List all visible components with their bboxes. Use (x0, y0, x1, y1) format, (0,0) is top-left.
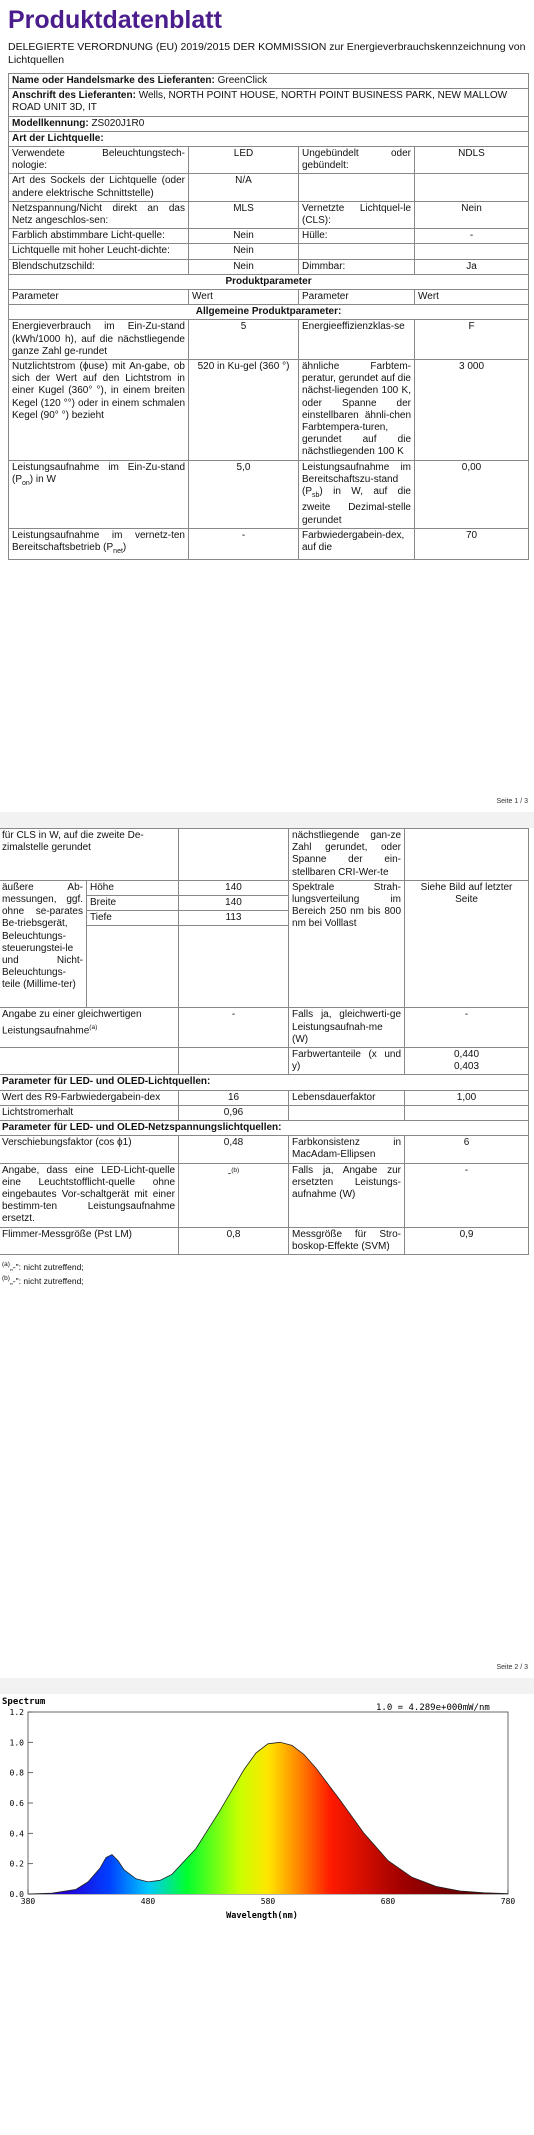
glare-value: Nein (189, 259, 299, 274)
cct-value: 3 000 (415, 360, 529, 461)
pnet-value: - (189, 528, 299, 559)
led-heading: Parameter für LED- und OLED-Lichtquellen: (0, 1075, 529, 1090)
brand-value: GreenClick (217, 75, 268, 86)
light-type-heading: Art der Lichtquelle: (9, 131, 529, 146)
y-tick-label: 0.8 (9, 1768, 24, 1778)
socket-value: N/A (189, 174, 299, 201)
maint-value: 0,96 (179, 1105, 289, 1120)
spectrum-area (28, 1742, 508, 1894)
x-tick-label: 780 (500, 1897, 516, 1906)
depth-value: 113 (179, 911, 289, 926)
params-heading: Produktparameter (9, 274, 529, 289)
brand-label: Name oder Handelsmarke des Lieferanten: (12, 75, 215, 86)
pf-label: Verschiebungsfaktor (cos ϕ1) (0, 1136, 179, 1163)
energy-row (9, 320, 529, 360)
cri-value: 70 (415, 528, 529, 559)
flicker-row (0, 1227, 529, 1254)
replace-value: -$^{(b)}$ (179, 1163, 289, 1227)
tunable-row (9, 229, 529, 244)
y-tick-label: 0.2 (9, 1859, 24, 1869)
replace-label: Angabe, dass eine LED-Licht-quelle eine Leuchtstofflicht-quelle ohne eingebautes Vor-schaltgerät mit einer bestimm-ten Leistungsaufnahme ersetzt. (0, 1163, 179, 1227)
equiv-value: - (179, 1008, 289, 1048)
footnotes (2, 1259, 534, 1287)
brand-row (9, 74, 529, 89)
maint-row (0, 1105, 529, 1120)
glare-row (9, 259, 529, 274)
col-param-1: Parameter (9, 290, 189, 305)
y-tick-label: 1.0 (9, 1738, 24, 1748)
equiv-power-label: Falls ja, gleichwerti-ge Leistungsaufnah-me (W) (289, 1008, 405, 1048)
pnet-cont-row (0, 829, 529, 881)
r9-value: 16 (179, 1090, 289, 1105)
equiv-row (0, 1008, 529, 1048)
eclass-value: F (415, 320, 529, 360)
svm-label: Messgröße für Stro-boskop-Effekte (SVM) (289, 1227, 405, 1254)
replace-power-label: Falls ja, Angabe zur ersetzten Leistungs-aufnahme (W) (289, 1163, 405, 1227)
pnet-row (9, 528, 529, 559)
page-3 (0, 1694, 534, 2135)
col-value-2: Wert (415, 290, 529, 305)
page-number-1: Seite 1 / 3 (496, 798, 528, 805)
flux-value: 520 in Ku-gel (360 °) (189, 360, 299, 461)
energy-label: Energieverbrauch im Ein-Zu-stand (kWh/1000 h), auf die nächstliegende ganze Zahl ge-rundet (9, 320, 189, 360)
address-label: Anschrift des Lieferanten: (12, 90, 136, 102)
mains-label: Netzspannung/Nicht direkt an das Netz angeschlos-sen: (9, 201, 189, 228)
flux-label: Nutzlichtstrom (ϕuse) mit An-gabe, ob sich der Wert auf den Lichtstrom in einer Kugel (360° °), in einem breiten Kegel (120 °°) oder in einem schmalen Kegel (90° °) bezieht (9, 360, 189, 461)
general-heading: Allgemeine Produktparameter: (9, 305, 529, 320)
height-row (0, 880, 529, 895)
y-tick-label: 0.0 (9, 1890, 24, 1899)
pnet-label: Leistungsaufnahme im vernetz-ten Bereitschaftsbetrieb $(P_{net})$ (9, 528, 189, 559)
col-value-1: Wert (189, 290, 299, 305)
x-tick-label: 380 (20, 1897, 36, 1906)
pf-row (0, 1136, 529, 1163)
r9-row (0, 1090, 529, 1105)
high-lum-row (9, 244, 529, 259)
unbundled-label: Ungebündelt oder gebündelt: (299, 147, 415, 174)
y-tick-label: 0.6 (9, 1799, 24, 1808)
page-number-2: Seite 2 / 3 (496, 1664, 528, 1671)
height-value: 140 (179, 880, 289, 895)
mains-value: MLS (189, 201, 299, 228)
unbundled-value: NDLS (415, 147, 529, 174)
pnet-label-cont: für CLS in W, auf die zweite De-zimalstelle gerundet (0, 829, 179, 881)
envelope-label: Hülle: (299, 229, 415, 244)
spectral-value: Siehe Bild auf letzter Seite (405, 880, 529, 1008)
regulation-text: DELEGIERTE VERORDNUNG (EU) 2019/2015 DER KOMMISSION zur Energieverbrauchskennzeichnung von Lichtquellen (8, 41, 526, 66)
pon-row (9, 460, 529, 528)
y-tick-label: 0.4 (9, 1829, 24, 1839)
equiv-label: Angabe zu einer gleichwertigen Leistungsaufnahme$^{(a)}$ (0, 1008, 179, 1048)
high-lum-value: Nein (189, 244, 299, 259)
pon-label: Leistungsaufnahme im Ein-Zu-stand $(P_{on})$ in W (9, 460, 189, 528)
life-value: 1,00 (405, 1090, 529, 1105)
spectral-label: Spektrale Strah-lungsverteilung im Bereich 250 nm bis 800 nm bei Volllast (289, 880, 405, 1008)
dims-label: äußere Ab-messungen, ggf. ohne se-parates Be-triebsgerät, Beleuchtungs-steuerungstei-le und Nicht-Beleuchtungs-teile (Millime-ter) (0, 880, 87, 1008)
chroma-label: Farbwertanteile (x und y) (289, 1048, 405, 1075)
scale-note: 1.0 = 4.289e+000mW/nm (376, 1703, 490, 1713)
envelope-value: - (415, 229, 529, 244)
maint-label: Lichtstromerhalt (0, 1105, 179, 1120)
tech-label: Verwendete Beleuchtungstech-nologie: (9, 147, 189, 174)
footnote-a: $^{(a)}$„-": nicht zutreffend; (2, 1261, 84, 1272)
tunable-label: Farblich abstimmbare Licht-quelle: (9, 229, 189, 244)
page-1 (0, 0, 534, 812)
general-heading-row (9, 305, 529, 320)
flicker-value: 0,8 (179, 1227, 289, 1254)
doc-title: Produktdatenblatt (8, 6, 222, 34)
depth-label: Tiefe (87, 911, 179, 926)
r9-label: Wert des R9-Farbwiedergabein-dex (0, 1090, 179, 1105)
col-param-2: Parameter (299, 290, 415, 305)
address-value: Wells, NORTH POINT HOUSE, NORTH POINT BUSINESS PARK, NEW MALLOW ROAD UNIT 3D, IT (12, 90, 508, 114)
spectrum-chart (0, 1694, 534, 1924)
height-label: Höhe (87, 880, 179, 895)
chroma-value (405, 1048, 529, 1075)
tunable-value: Nein (189, 229, 299, 244)
socket-label: Art des Sockels der Lichtquelle (oder andere elektrische Schnittstelle) (9, 174, 189, 201)
tech-value: LED (189, 147, 299, 174)
psb-label: Leistungsaufnahme im Bereitschaftszu-stand $(P_{sb})$ in W, auf die zweite Dezimal-stelle gerundet (299, 460, 415, 528)
cri-label-a: Farbwiedergabein-dex, auf die (299, 528, 415, 559)
pf-value: 0,48 (179, 1136, 289, 1163)
chroma-x: 0,440 (454, 1049, 480, 1061)
x-tick-label: 680 (380, 1897, 396, 1906)
dimmable-value: Ja (415, 259, 529, 274)
x-axis-label: Wavelength(nm) (226, 1911, 298, 1921)
x-tick-label: 480 (140, 1897, 156, 1906)
psb-value: 0,00 (415, 460, 529, 528)
x-tick-label: 580 (260, 1897, 276, 1906)
equiv-power-value: - (405, 1008, 529, 1048)
datasheet-table-2 (0, 828, 529, 1255)
mains-heading-row (0, 1121, 529, 1136)
svm-value: 0,9 (405, 1227, 529, 1254)
pon-value: 5,0 (189, 460, 299, 528)
life-label: Lebensdauerfaktor (289, 1090, 405, 1105)
chart-title: Spectrum (2, 1697, 46, 1707)
socket-row (9, 174, 529, 201)
footnote-b: $^{(b)}$„-": nicht zutreffend; (2, 1274, 84, 1286)
glare-label: Blendschutzschild: (9, 259, 189, 274)
address-row (9, 89, 529, 116)
eclass-label: Energieeffizienzklas-se (299, 320, 415, 360)
flicker-label: Flimmer-Messgröße (Pst LM) (0, 1227, 179, 1254)
chroma-y: 0,403 (454, 1061, 480, 1073)
cct-label: ähnliche Farbtem-peratur, gerundet auf die nächst-liegenden 100 K, oder Spanne der einstellbaren ähnli-chen Farbtempera-turen, gerundet auf die nächstliegenden 100 K (299, 360, 415, 461)
params-colheader-row (9, 290, 529, 305)
led-heading-row (0, 1075, 529, 1090)
replace-power-value: - (405, 1163, 529, 1227)
consistency-value: 6 (405, 1136, 529, 1163)
mains-row (9, 201, 529, 228)
mains-heading: Parameter für LED- und OLED-Netzspannungslichtquellen: (0, 1121, 529, 1136)
datasheet-table-1 (8, 73, 529, 560)
cls-label: Vernetzte Lichtquel-le (CLS): (299, 201, 415, 228)
params-heading-row (9, 274, 529, 289)
light-type-heading-row (9, 131, 529, 146)
page-2 (0, 828, 534, 1678)
y-tick-label: 1.2 (9, 1708, 24, 1717)
high-lum-label: Lichtquelle mit hoher Leucht-dichte: (9, 244, 189, 259)
tech-row (9, 147, 529, 174)
width-value: 140 (179, 896, 289, 911)
model-value: ZS020J1R0 (91, 117, 145, 129)
cri-label-b: nächstliegende gan-ze Zahl gerundet, oder Spanne der ein-stellbaren CRI-Wer-te (289, 829, 405, 881)
chroma-row (0, 1048, 529, 1075)
model-row (9, 116, 529, 131)
flux-row (9, 360, 529, 461)
model-label: Modellkennung: (12, 117, 89, 129)
cls-value: Nein (415, 201, 529, 228)
energy-value: 5 (189, 320, 299, 360)
consistency-label: Farbkonsistenz in MacAdam-Ellipsen (289, 1136, 405, 1163)
dimmable-label: Dimmbar: (299, 259, 415, 274)
width-label: Breite (87, 896, 179, 911)
replace-row (0, 1163, 529, 1227)
